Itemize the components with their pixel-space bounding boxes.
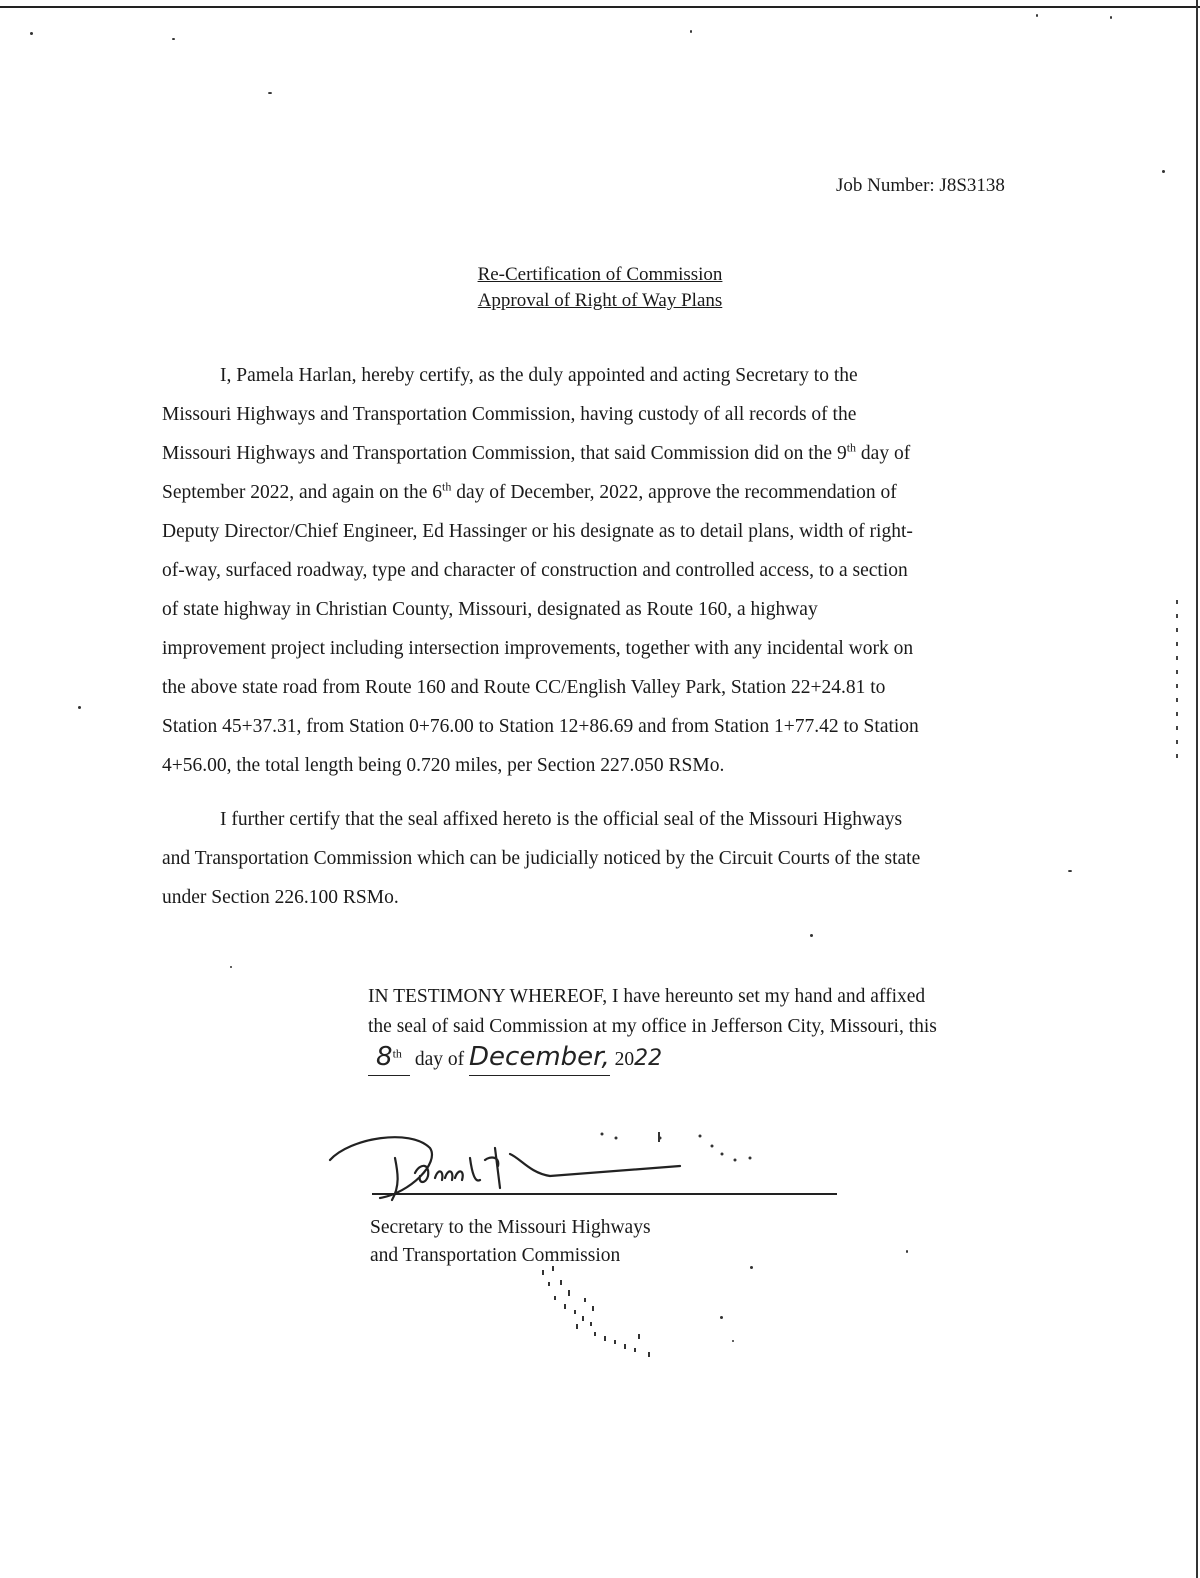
scan-speck (732, 1340, 734, 1342)
scan-speck (1110, 16, 1112, 19)
paragraph-line: Missouri Highways and Transportation Commission, having custody of all records of the (162, 404, 857, 425)
scan-speck (1176, 600, 1178, 760)
paragraph-line (162, 434, 1042, 473)
certification-paragraph (162, 356, 1042, 785)
testimony-line: the seal of said Commission at my office in Jefferson City, Missouri, this (368, 1016, 937, 1037)
handwritten-signature (320, 1118, 850, 1208)
scan-speck (230, 966, 232, 968)
paragraph-line: and Transportation Commission which can be judicially noticed by the Circuit Courts of the state (162, 848, 921, 869)
ordinal-suffix: th (846, 440, 857, 455)
scan-speck (172, 38, 175, 40)
paragraph-line: Deputy Director/Chief Engineer, Ed Hassinger or his designate as to detail plans, width of right- (162, 521, 913, 542)
paragraph-text: September 2022, and again on the 6 (162, 482, 442, 503)
scan-speck (30, 32, 33, 35)
signature-caption-line-1: Secretary to the Missouri Highways (370, 1217, 651, 1238)
scan-speck (1036, 14, 1038, 17)
paragraph-text: Missouri Highways and Transportation Commission, that said Commission did on the 9 (162, 443, 847, 464)
year-prefix: 20 (609, 1049, 635, 1070)
paragraph-line: 4+56.00, the total length being 0.720 miles, per Section 227.050 RSMo. (162, 755, 725, 776)
handwritten-day-value: 8 (376, 1042, 393, 1072)
title-line-2: Approval of Right of Way Plans (477, 290, 723, 311)
scan-speck (690, 30, 692, 33)
signature-line (372, 1193, 837, 1195)
paragraph-line: the above state road from Route 160 and Route CC/English Valley Park, Station 22+24.81 to (162, 677, 886, 698)
testimony-date-line (368, 1042, 1048, 1076)
paragraph-line: I further certify that the seal affixed hereto is the official seal of the Missouri Highways (220, 809, 903, 830)
signature-caption-line-2: and Transportation Commission (370, 1245, 621, 1266)
title-line-1: Re-Certification of Commission (477, 264, 723, 285)
paragraph-line (162, 473, 1042, 512)
handwritten-day-suffix: th (392, 1046, 402, 1061)
scan-speck (906, 1250, 908, 1253)
paragraph-line: under Section 226.100 RSMo. (162, 887, 399, 908)
paragraph-line: of-way, surfaced roadway, type and character of construction and controlled access, to a section (162, 560, 908, 581)
scan-speck (720, 1316, 723, 1319)
paragraph-text: day of December, 2022, approve the recommendation of (451, 482, 897, 503)
handwritten-month-value: December, (469, 1042, 610, 1072)
handwritten-day (368, 1042, 410, 1076)
testimony-block (368, 982, 1048, 1076)
signature-area (320, 1118, 850, 1208)
paragraph-line: improvement project including intersection improvements, together with any incidental work on (162, 638, 914, 659)
handwritten-month (469, 1042, 610, 1076)
scan-speck (1068, 870, 1072, 872)
seal-paragraph (162, 800, 1042, 917)
embossed-seal-marks (530, 1260, 670, 1370)
handwritten-year: 22 (634, 1046, 663, 1071)
scan-right-border (1196, 0, 1198, 1578)
paragraph-line: of state highway in Christian County, Missouri, designated as Route 160, a highway (162, 599, 818, 620)
paragraph-text: day of (856, 443, 911, 464)
paragraph-line: I, Pamela Harlan, hereby certify, as the duly appointed and acting Secretary to the (220, 365, 858, 386)
document-title (300, 262, 900, 314)
job-number: Job Number: J8S3138 (836, 175, 1005, 196)
testimony-line: IN TESTIMONY WHEREOF, I have hereunto set my hand and affixed (368, 986, 926, 1007)
scan-speck (750, 1266, 753, 1269)
day-of-text: day of (410, 1049, 470, 1070)
scan-speck (78, 706, 81, 709)
ordinal-suffix: th (441, 479, 452, 494)
scan-speck (810, 934, 813, 937)
scan-speck (1162, 170, 1165, 173)
scan-top-border (0, 6, 1200, 8)
scan-speck (268, 92, 272, 94)
paragraph-line: Station 45+37.31, from Station 0+76.00 to Station 12+86.69 and from Station 1+77.42 to Station (162, 716, 919, 737)
